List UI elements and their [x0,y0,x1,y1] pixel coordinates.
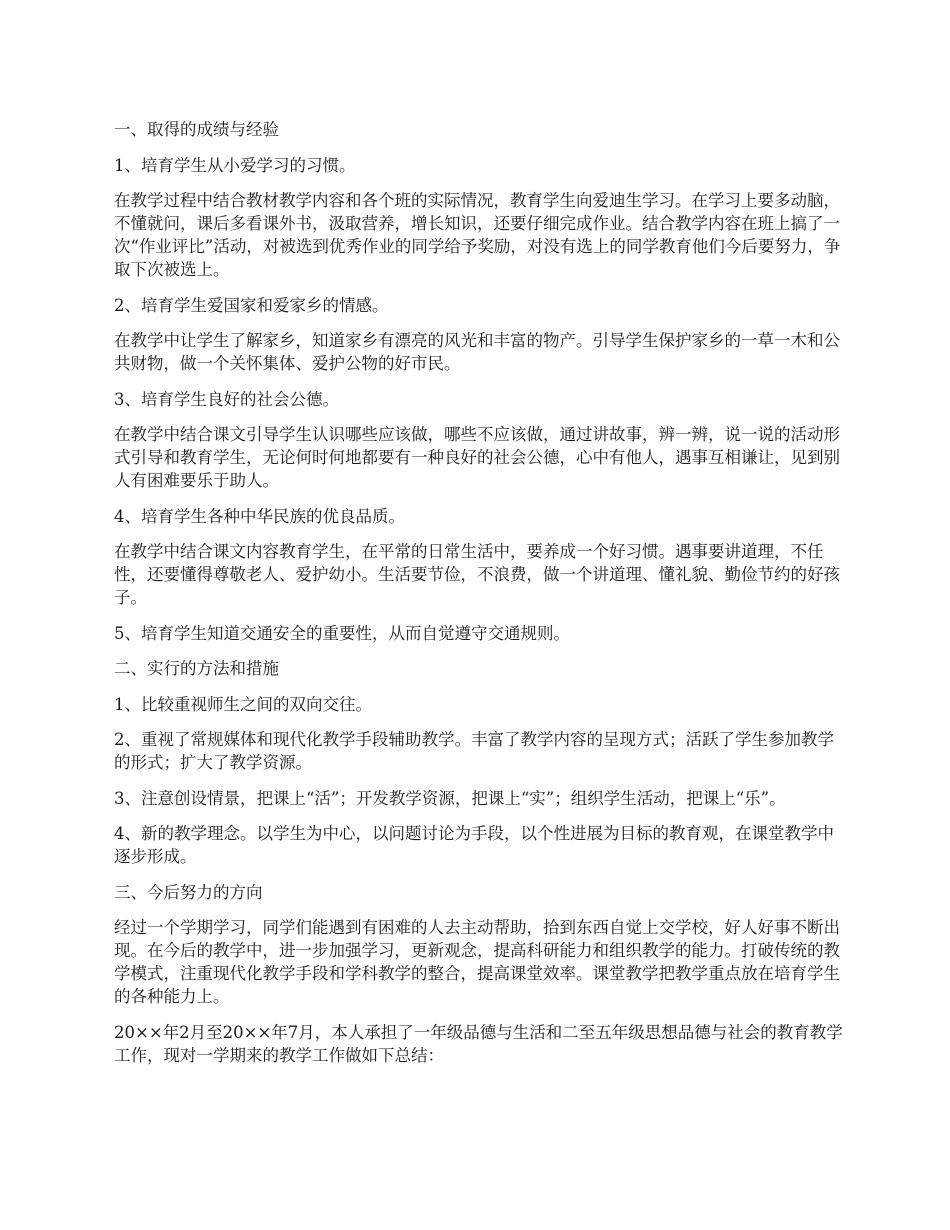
list-item-2-4: 4、新的教学理念。以学生为中心，以问题讨论为手段，以个性进展为目标的教育观，在课堂教学中逐步形成。 [114,824,834,866]
subheading-1-3: 3、培育学生良好的社会公德。 [114,389,339,409]
document-body [114,118,844,1079]
body-paragraph: 经过一个学期学习，同学们能遇到有困难的人去主动帮助，拾到东西自觉上交学校，好人好事不断出现。在今后的教学中，进一步加强学习，更新观念，提高科研能力和组织教学的能力。打破传统的教学模式，注重现代化教学手段和学科教学的整合，提高课堂效率。课堂教学把教学重点放在培育学生的各种能力上。 [114,918,840,1006]
subheading-1-2: 2、培育学生爱国家和爱家乡的情感。 [114,295,389,315]
body-paragraph: 在教学中让学生了解家乡，知道家乡有漂亮的风光和丰富的物产。引导学生保护家乡的一草一木和公共财物，做一个关怀集体、爱护公物的好市民。 [114,331,840,373]
list-item-2-3: 3、注意创设情景，把课上“活”；开发教学资源，把课上“实”；组织学生活动，把课上“乐”。 [114,788,786,808]
section-heading-1: 一、取得的成绩与经验 [114,120,279,139]
section-heading-2: 二、实行的方法和措施 [114,659,279,678]
body-paragraph: 在教学中结合课文内容教育学生，在平常的日常生活中，要养成一个好习惯。遇事要讲道理，不任性，还要懂得尊敬老人、爱护幼小。生活要节俭，不浪费，做一个讲道理、懂礼貌、勤俭节约的好孩子。 [114,542,840,607]
subheading-1-4: 4、培育学生各种中华民族的优良品质。 [114,506,405,526]
body-paragraph: 20××年2月至20××年7月，本人承担了一年级品德与生活和二至五年级思想品德与社会的教育教学工作，现对一学期来的教学工作做如下总结： [114,1022,843,1065]
body-paragraph: 在教学过程中结合教材教学内容和各个班的实际情况，教育学生向爱迪生学习。在学习上要多动脑，不懂就问，课后多看课外书，汲取营养，增长知识，还要仔细完成作业。结合教学内容在班上搞了一次“作业评比”活动，对被选到优秀作业的同学给予奖励，对没有选上的同学教育他们今后要努力，争取下次被选上。 [114,191,841,279]
subheading-1-5: 5、培育学生知道交通安全的重要性，从而自觉遵守交通规则。 [114,623,570,643]
list-item-2-2: 2、重视了常规媒体和现代化教学手段辅助教学。丰富了教学内容的呈现方式；活跃了学生参加教学的形式；扩大了教学资源。 [114,730,834,772]
body-paragraph: 在教学中结合课文引导学生认识哪些应该做，哪些不应该做，通过讲故事，辨一辨，说一说的活动形式引导和教育学生，无论何时何地都要有一种良好的社会公德，心中有他人，遇事互相谦让，见到别人有困难要乐于助人。 [114,425,840,490]
section-heading-3: 三、今后努力的方向 [114,882,263,902]
list-item-2-1: 1、比较重视师生之间的双向交往。 [114,694,372,714]
subheading-1-1: 1、培育学生从小爱学习的习惯。 [114,155,356,175]
